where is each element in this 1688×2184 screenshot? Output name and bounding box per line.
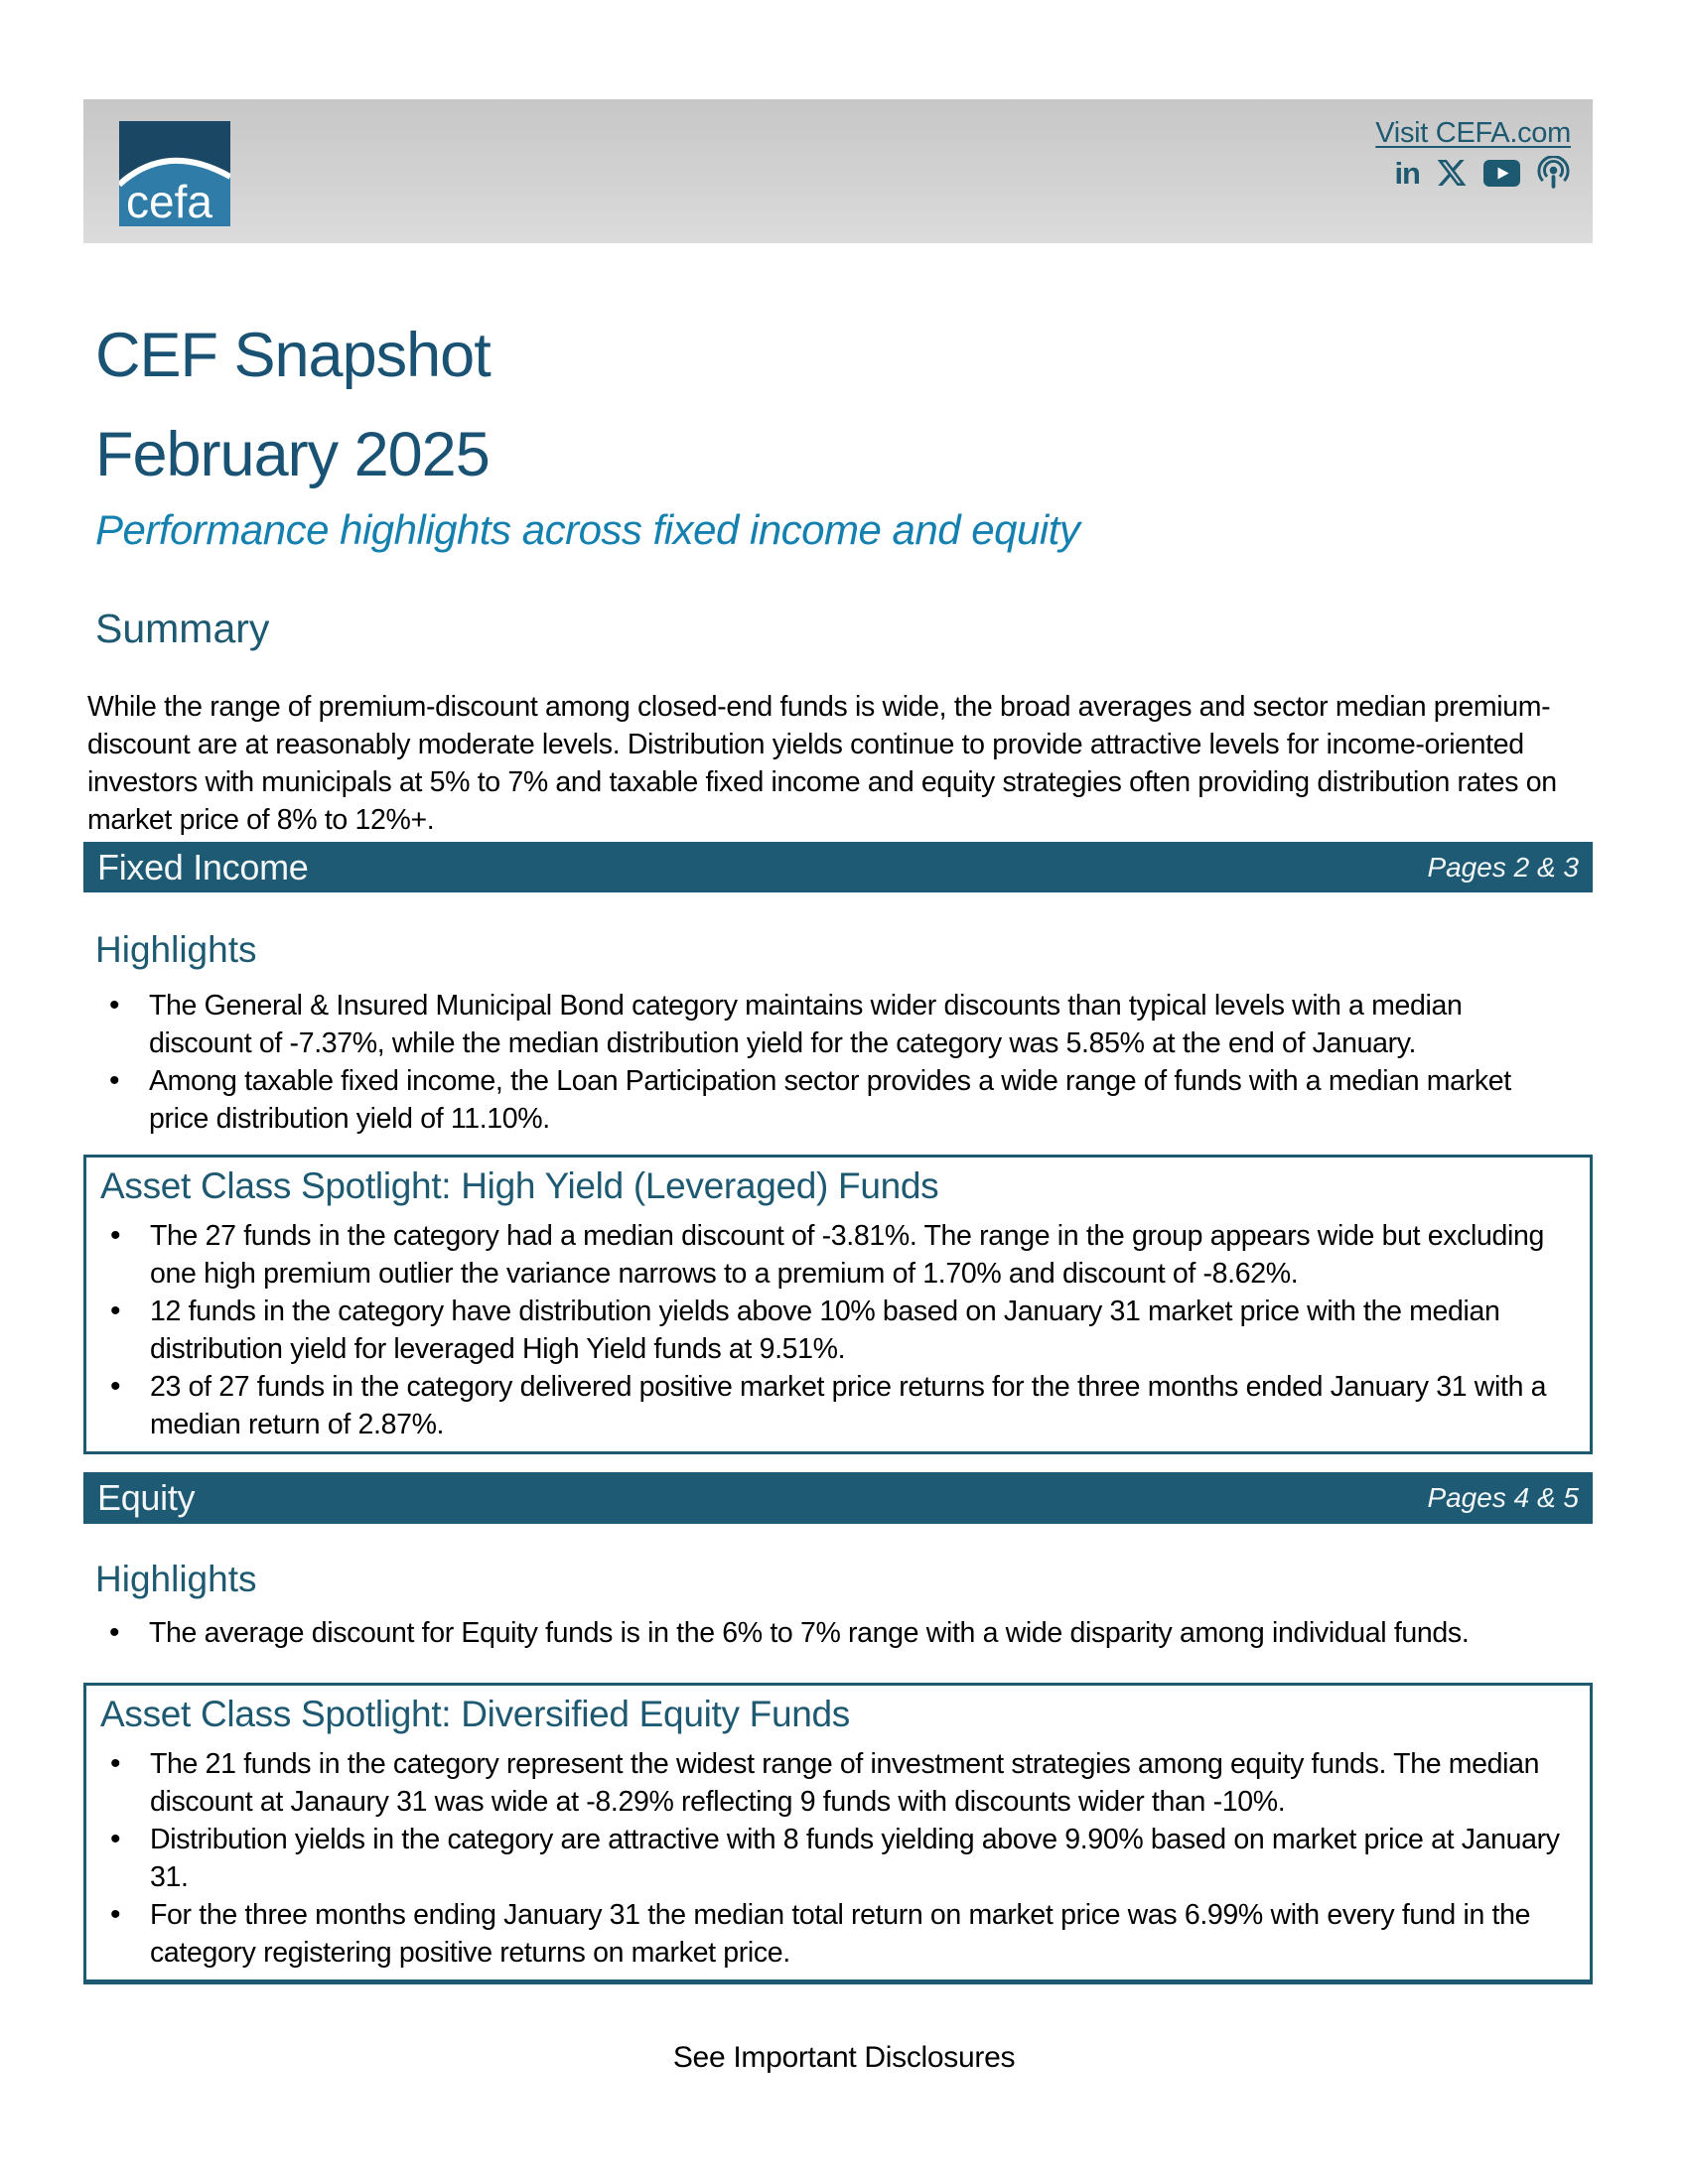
equity-highlights-list: [87, 1614, 1569, 1652]
title-line-2: February 2025: [95, 420, 490, 490]
high-yield-spotlight-title: Asset Class Spotlight: High Yield (Leveraged) Funds: [100, 1165, 939, 1206]
high-yield-spotlight-box: [83, 1155, 1593, 1454]
high-yield-spotlight-list: [100, 1217, 1576, 1443]
spotlight-item: • 12 funds in the category have distribution yields above 10% based on January 31 market price with the median distribution yield for leveraged High Yield funds at 9.51%.: [100, 1293, 1576, 1368]
equity-banner-pages: Pages 4 & 5: [1427, 1482, 1579, 1513]
equity-banner-label: Equity: [97, 1477, 196, 1518]
fixed-income-highlights-list: [87, 987, 1569, 1138]
fixed-income-highlights-heading: Highlights: [95, 929, 257, 970]
spotlight-item: • Distribution yields in the category are attractive with 8 funds yielding above 9.90% based on market price at January 31.: [100, 1821, 1576, 1896]
highlight-item: • The General & Insured Municipal Bond category maintains wider discounts than typical levels with a median discount of -7.37%, while the median distribution yield for the category was 5.85% at the end of January.: [87, 987, 1569, 1062]
fixed-income-banner-label: Fixed Income: [97, 846, 309, 887]
spotlight-item: • The 27 funds in the category had a median discount of -3.81%. The range in the group appears wide but excluding one high premium outlier the variance narrows to a premium of 1.70% and discount of -8.62%.: [100, 1217, 1576, 1293]
spotlight-item: • The 21 funds in the category represent the widest range of investment strategies among equity funds. The median discount at Janaury 31 was wide at -8.29% reflecting 9 funds with discounts wider than -10%.: [100, 1745, 1576, 1821]
equity-highlights-heading: Highlights: [95, 1559, 257, 1599]
title-line-1: CEF Snapshot: [95, 321, 491, 391]
highlight-item: • Among taxable fixed income, the Loan Participation sector provides a wide range of funds with a median market price distribution yield of 11.10%.: [87, 1062, 1569, 1138]
page-subtitle: Performance highlights across fixed income and equity: [95, 506, 1080, 553]
x-icon[interactable]: [1436, 157, 1468, 189]
diversified-equity-spotlight-box: [83, 1683, 1593, 1984]
summary-heading: Summary: [95, 606, 270, 651]
visit-cefa-link[interactable]: Visit CEFA.com: [1375, 117, 1571, 149]
disclosures-note: See Important Disclosures: [672, 2041, 1016, 2074]
diversified-equity-spotlight-title: Asset Class Spotlight: Diversified Equity Funds: [100, 1694, 851, 1734]
fixed-income-banner: [83, 842, 1593, 892]
podcast-icon[interactable]: [1536, 156, 1571, 191]
highlight-item: • The average discount for Equity funds is in the 6% to 7% range with a wide disparity among individual funds.: [87, 1614, 1569, 1652]
equity-banner: [83, 1472, 1593, 1524]
linkedin-icon[interactable]: in: [1394, 155, 1420, 191]
youtube-icon[interactable]: [1483, 160, 1520, 187]
fixed-income-banner-pages: Pages 2 & 3: [1427, 851, 1579, 883]
spotlight-item: • 23 of 27 funds in the category delivered positive market price returns for the three months ended January 31 with a median return of 2.87%.: [100, 1368, 1576, 1443]
header-bar: [83, 99, 1593, 243]
spotlight-item: • For the three months ending January 31 the median total return on market price was 6.99% with every fund in the category registering positive returns on market price.: [100, 1896, 1576, 1972]
cefa-logo-image: [119, 121, 230, 226]
page-title: [95, 306, 491, 504]
social-icons-row: [1394, 153, 1571, 193]
cefa-logo: [119, 121, 230, 226]
summary-paragraph: While the range of premium-discount among closed-end funds is wide, the broad averages and sector median premium-discount are at reasonably moderate levels. Distribution yields continue to provide attractive levels for income-oriented investors with municipals at 5% to 7% and taxable fixed income and equity strategies often providing distribution rates on market price of 8% to 12%+.: [87, 690, 1557, 836]
diversified-equity-spotlight-list: [100, 1745, 1576, 1972]
logo-text: cefa: [126, 176, 212, 226]
